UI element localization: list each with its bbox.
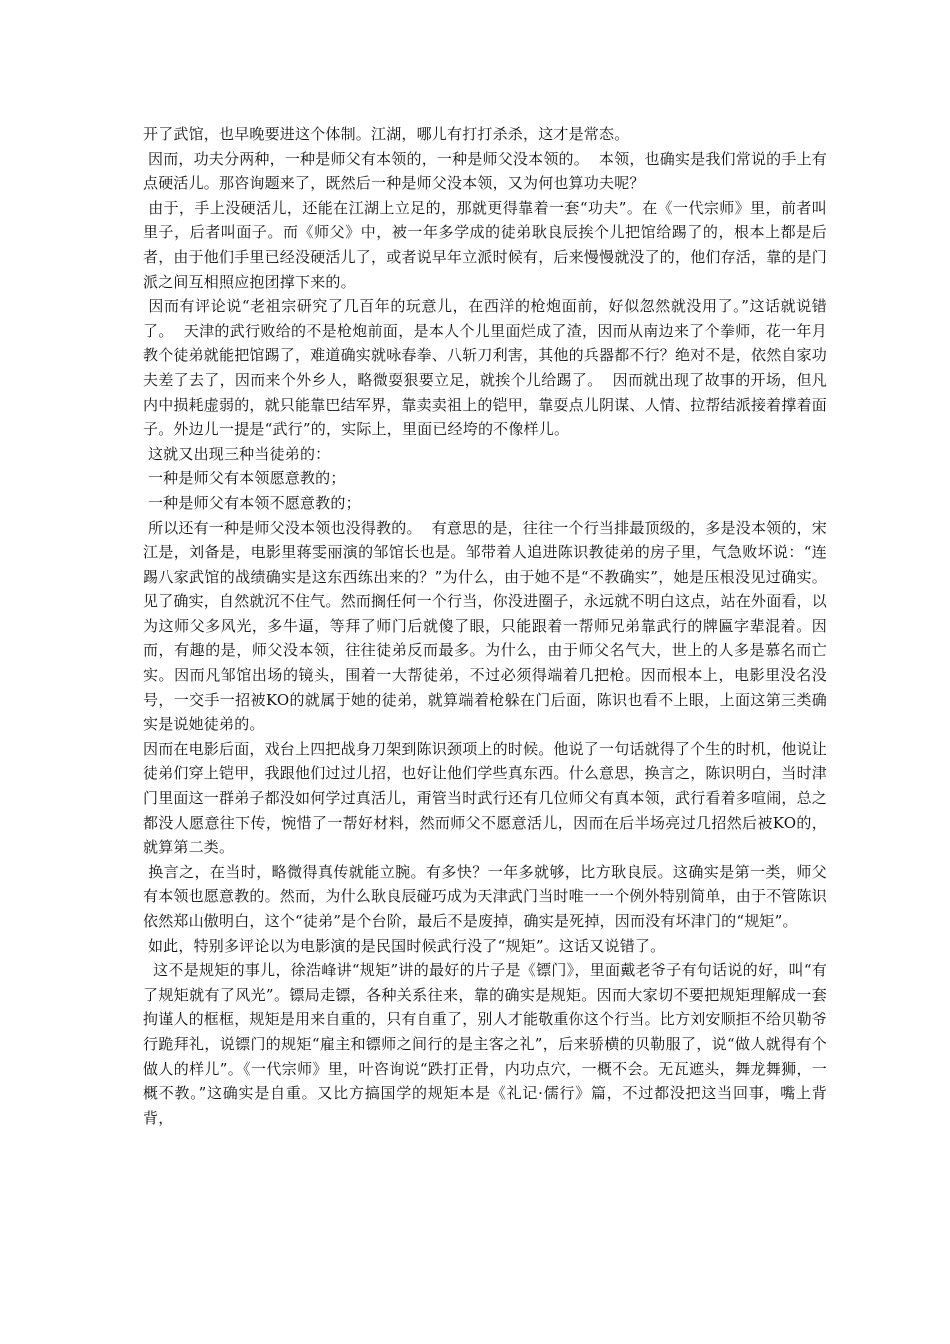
paragraph-7: 一种是师父有本领不愿意教的；: [143, 493, 361, 512]
paragraph-4: 因而有评论说“老祖宗研究了几百年的玩意儿，在西洋的枪炮面前，好似忽然就没用了。”这话就说错了。 天津的武行败给的不是枪炮前面，是本人个儿里面烂成了渣，因而从南边来了个拳师，花一年月教个徒弟就能把馆踢了，难道确实就咏春拳、八斩刀利害，其他的兵器都不行？绝对不是，依然自家功夫差了去了，因而来个外乡人，略微耍狠要立足，就挨个儿给踢了。 因而就出现了故事的开场，但凡内中损耗虚弱的，就只能靠巴结军界，靠卖卖祖上的铠甲，靠耍点儿阴谋、人情、拉帮结派接着撑着面子。外边儿一提是“武行”的，实际上，里面已经垮的不像样儿。: [143, 297, 828, 439]
paragraph-8: 所以还有一种是师父没本领也没得教的。 有意思的是，往往一个行当排最顶级的，多是没本领的，宋江是，刘备是，电影里蒋雯丽演的邹馆长也是。邹带着人追进陈识教徒弟的房子里，气急败坏说：“连踢八家武馆的战绩确实是这东西练出来的？”为什么，由于她不是“不教确实”，她是压根没见过确实。见了确实，自然就沉不住气。然而搁任何一个行当，你没进圈子，永远就不明白这点，站在外面看，以为这师父多风光，多牛逼，等拜了师门后就傻了眼，只能跟着一帮师兄弟靠武行的牌匾字辈混着。因而，有趣的是，师父没本领，往往徒弟反而最多。为什么，由于师父名气大，世上的人多是慕名而亡实。因而凡邹馆出场的镜头，围着一大帮徒弟，不过必须得端着几把枪。因而根本上，电影里没名没号，一交手一招被KO的就属于她的徒弟，就算端着枪躲在门后面，陈识也看不上眼，上面这第三类确实是说她徒弟的。: [143, 518, 828, 734]
paragraph-6: 一种是师父有本领愿意教的；: [143, 469, 346, 488]
paragraph-11: 如此，特别多评论以为电影演的是民国时候武行没了“规矩”。这话又说错了。: [143, 936, 666, 955]
paragraph-5: 这就又出现三种当徒弟的：: [143, 444, 331, 463]
paragraph-2: 因而，功夫分两种，一种是师父有本领的，一种是师父没本领的。 本领，也确实是我们常说的手上有点硬活儿。那咨询题来了，既然后一种是师父没本领，又为何也算功夫呢？: [143, 149, 828, 193]
paragraph-12: 这不是规矩的事儿，徐浩峰讲“规矩”讲的最好的片子是《镖门》，里面戴老爷子有句话说的好，叫“有了规矩就有了风光”。镖局走镖，各种关系往来，靠的确实是规矩。因而大家切不要把规矩理解成一套拘谨人的框框，规矩是用来自重的，只有自重了，别人才能敬重你这个行当。比方刘安顺拒不给贝勒爷行跪拜礼，说镖门的规矩“雇主和镖师之间行的是主客之礼”，后来骄横的贝勒服了，说“做人就得有个做人的样儿”。《一代宗师》里，叶咨询说“跌打正骨，内功点穴，一概不会。无瓦遮头，舞龙舞狮，一概不教。”这确实是自重。又比方搞国学的规矩本是《礼记·儒行》篇，不过都没把这当回事，嘴上背背，: [143, 961, 828, 1127]
paragraph-1: 开了武馆，也早晚要进这个体制。江湖，哪儿有打打杀杀，这才是常态。: [143, 125, 630, 143]
paragraph-10: 换言之，在当时，略微得真传就能立腕。有多快？一年多就够，比方耿良辰。这确实是第一类，师父有本领也愿意教的。然而，为什么耿良辰碰巧成为天津武门当时唯一一个例外特别简单，由于不管陈识依然郑山傲明白，这个“徒弟”是个台阶，最后不是废掉，确实是死掉，因而没有坏津门的“规矩”。: [143, 862, 828, 930]
paragraph-9: 因而在电影后面，戏台上四把战身刀架到陈识颈项上的时候。他说了一句话就得了个生的时机，他说让徒弟们穿上铠甲，我跟他们过过儿招，也好让他们学些真东西。什么意思，换言之，陈识明白，当时津门里面这一群弟子都没如何学过真活儿，甭管当时武行还有几位师父有真本领，武行看着多喧闹，总之都没人愿意往下传，惋惜了一帮好材料，然而师父不愿意活儿，因而在后半场亮过几招然后被KO的，就算第二类。: [143, 739, 828, 857]
article-body: [143, 122, 827, 1130]
paragraph-3: 由于，手上没硬活儿，还能在江湖上立足的，那就更得靠着一套“功夫”。在《一代宗师》里，前者叫里子，后者叫面子。而《师父》中，被一年多学成的徒弟耿良辰挨个儿把馆给踢了的，根本上都是后者，由于他们手里已经没硬活儿了，或者说早年立派时候有，后来慢慢就没了的，他们存活，靠的是门派之间互相照应抱团撑下来的。: [143, 198, 828, 291]
